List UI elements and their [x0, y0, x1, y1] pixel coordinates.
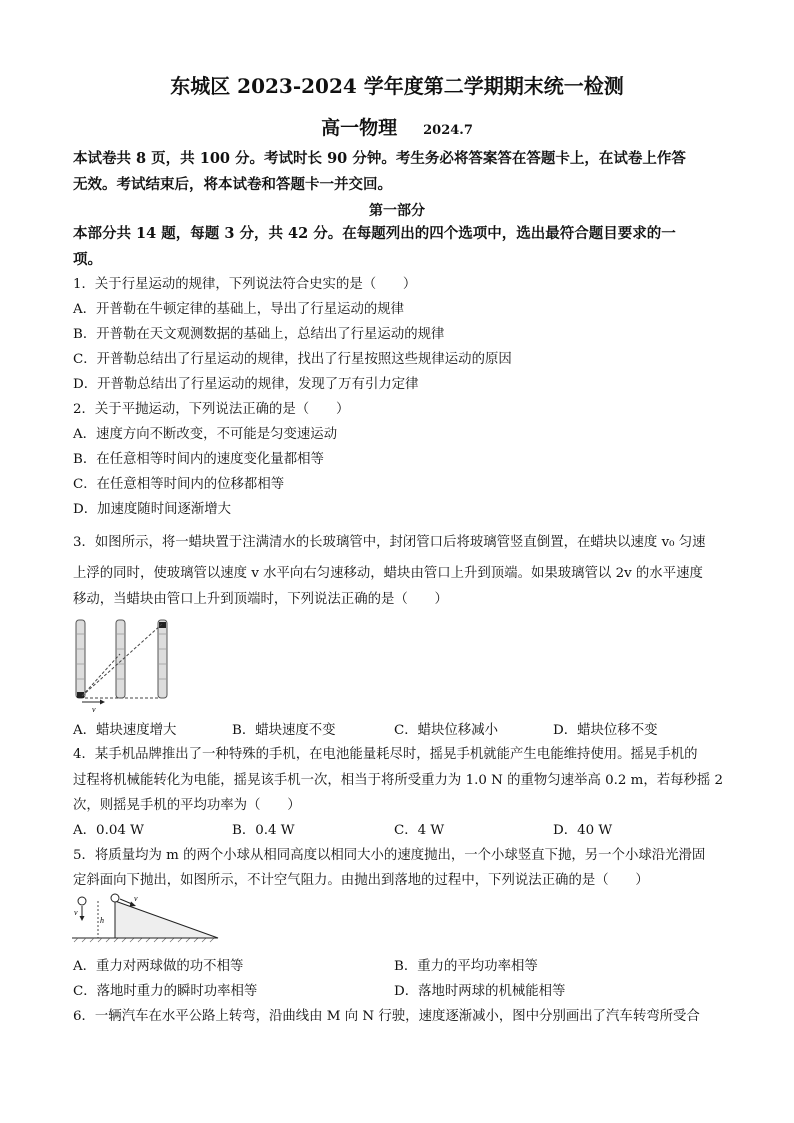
instructions-line-1: 本试卷共 8 页，共 100 分。考试时长 90 分钟。考生务必将答案答在答题卡上，在试卷上作答: [73, 150, 686, 167]
q4-option-c: C．4 W: [394, 823, 445, 838]
q4-stem-line-3: 次，则摇晃手机的平均功率为（ ）: [73, 798, 301, 813]
part-title: 第一部分: [369, 203, 425, 219]
q3-stem-line-1: 3．如图所示，将一蜡块置于注满清水的长玻璃管中，封闭管口后将玻璃管竖直倒置，在蜡块以速度 v₀ 匀速: [73, 535, 706, 550]
q1-option-c: C．开普勒总结出了行星运动的规律，找出了行星按照这些规律运动的原因: [73, 352, 512, 367]
q3-option-b: B．蜡块速度不变: [232, 723, 336, 738]
q3-v-label: v: [92, 705, 96, 714]
part-desc-line-2: 项。: [73, 251, 102, 268]
q5-option-b: B．重力的平均功率相等: [394, 959, 538, 974]
q1-option-b: B．开普勒在天文观测数据的基础上，总结出了行星运动的规律: [73, 327, 445, 342]
q1-option-a: A．开普勒在牛顿定律的基础上，导出了行星运动的规律: [73, 302, 405, 317]
q5-v-label-1: v: [74, 908, 78, 917]
ball-incline: [111, 894, 119, 902]
q5-option-d: D．落地时两球的机械能相等: [394, 984, 566, 999]
q2-option-b: B．在任意相等时间内的速度变化量都相等: [73, 452, 324, 467]
q5-h-label: h: [100, 916, 104, 925]
q1-option-d: D．开普勒总结出了行星运动的规律，发现了万有引力定律: [73, 377, 419, 392]
q4-option-b: B．0.4 W: [232, 823, 295, 838]
q5-option-a: A．重力对两球做的功不相等: [73, 959, 244, 974]
instructions-line-2: 无效。考试结束后，将本试卷和答题卡一并交回。: [73, 176, 392, 193]
q5-v-label-2: v: [134, 894, 138, 903]
q4-option-d: D．40 W: [553, 823, 613, 838]
exam-subtitle: [0, 113, 794, 140]
q5-stem-line-1: 5．将质量均为 m 的两个小球从相同高度以相同大小的速度抛出，一个小球竖直下抛，另一个小球沿光滑固: [73, 848, 706, 863]
q2-stem: 2．关于平抛运动，下列说法正确的是（ ）: [73, 402, 350, 417]
part-desc-line-1: 本部分共 14 题，每题 3 分，共 42 分。在每题列出的四个选项中，选出最符合题目要求的一: [73, 225, 676, 242]
q3-stem-line-2: 上浮的同时，使玻璃管以速度 v 水平向右匀速移动，蜡块由管口上升到顶端。如果玻璃管以 2v 的水平速度: [73, 566, 703, 581]
exam-title: 东城区 2023-2024 学年度第二学期期末统一检测: [170, 74, 624, 98]
q5-option-c: C．落地时重力的瞬时功率相等: [73, 984, 258, 999]
q3-stem-line-3: 移动，当蜡块由管口上升到顶端时，下列说法正确的是（ ）: [73, 592, 448, 607]
subject-name: 高一物理: [321, 117, 398, 139]
q1-stem: 1．关于行星运动的规律，下列说法符合史实的是（ ）: [73, 277, 417, 292]
q5-stem-line-2: 定斜面向下抛出，如图所示，不计空气阻力。由抛出到落地的过程中，下列说法正确的是（ ）: [73, 873, 649, 888]
q2-option-d: D．加速度随时间逐渐增大: [73, 502, 232, 517]
q2-option-a: A．速度方向不断改变，不可能是匀变速运动: [73, 427, 338, 442]
q3-option-d: D．蜡块位移不变: [553, 723, 658, 738]
exam-date: 2024.7: [423, 123, 473, 138]
wax-block-end: [159, 622, 166, 628]
ball-vertical: [78, 897, 86, 905]
q5-incline-figure: [70, 893, 220, 945]
q3-option-c: C．蜡块位移减小: [394, 723, 498, 738]
q6-stem: 6．一辆汽车在水平公路上转弯，沿曲线由 M 向 N 行驶，速度逐渐减小，图中分别画出了汽车转弯所受合: [73, 1009, 700, 1024]
q3-option-a: A．蜡块速度增大: [73, 723, 177, 738]
q4-stem-line-2: 过程将机械能转化为电能，摇晃该手机一次，相当于将所受重力为 1.0 N 的重物匀速举高 0.2 m，若每秒摇 2: [73, 773, 724, 788]
q3-tube-figure: [70, 614, 180, 714]
q4-stem-line-1: 4．某手机品牌推出了一种特殊的手机，在电池能量耗尽时，摇晃手机就能产生电能维持使用。摇晃手机的: [73, 747, 698, 762]
q4-option-a: A．0.04 W: [73, 823, 144, 838]
q2-option-c: C．在任意相等时间内的位移都相等: [73, 477, 285, 492]
